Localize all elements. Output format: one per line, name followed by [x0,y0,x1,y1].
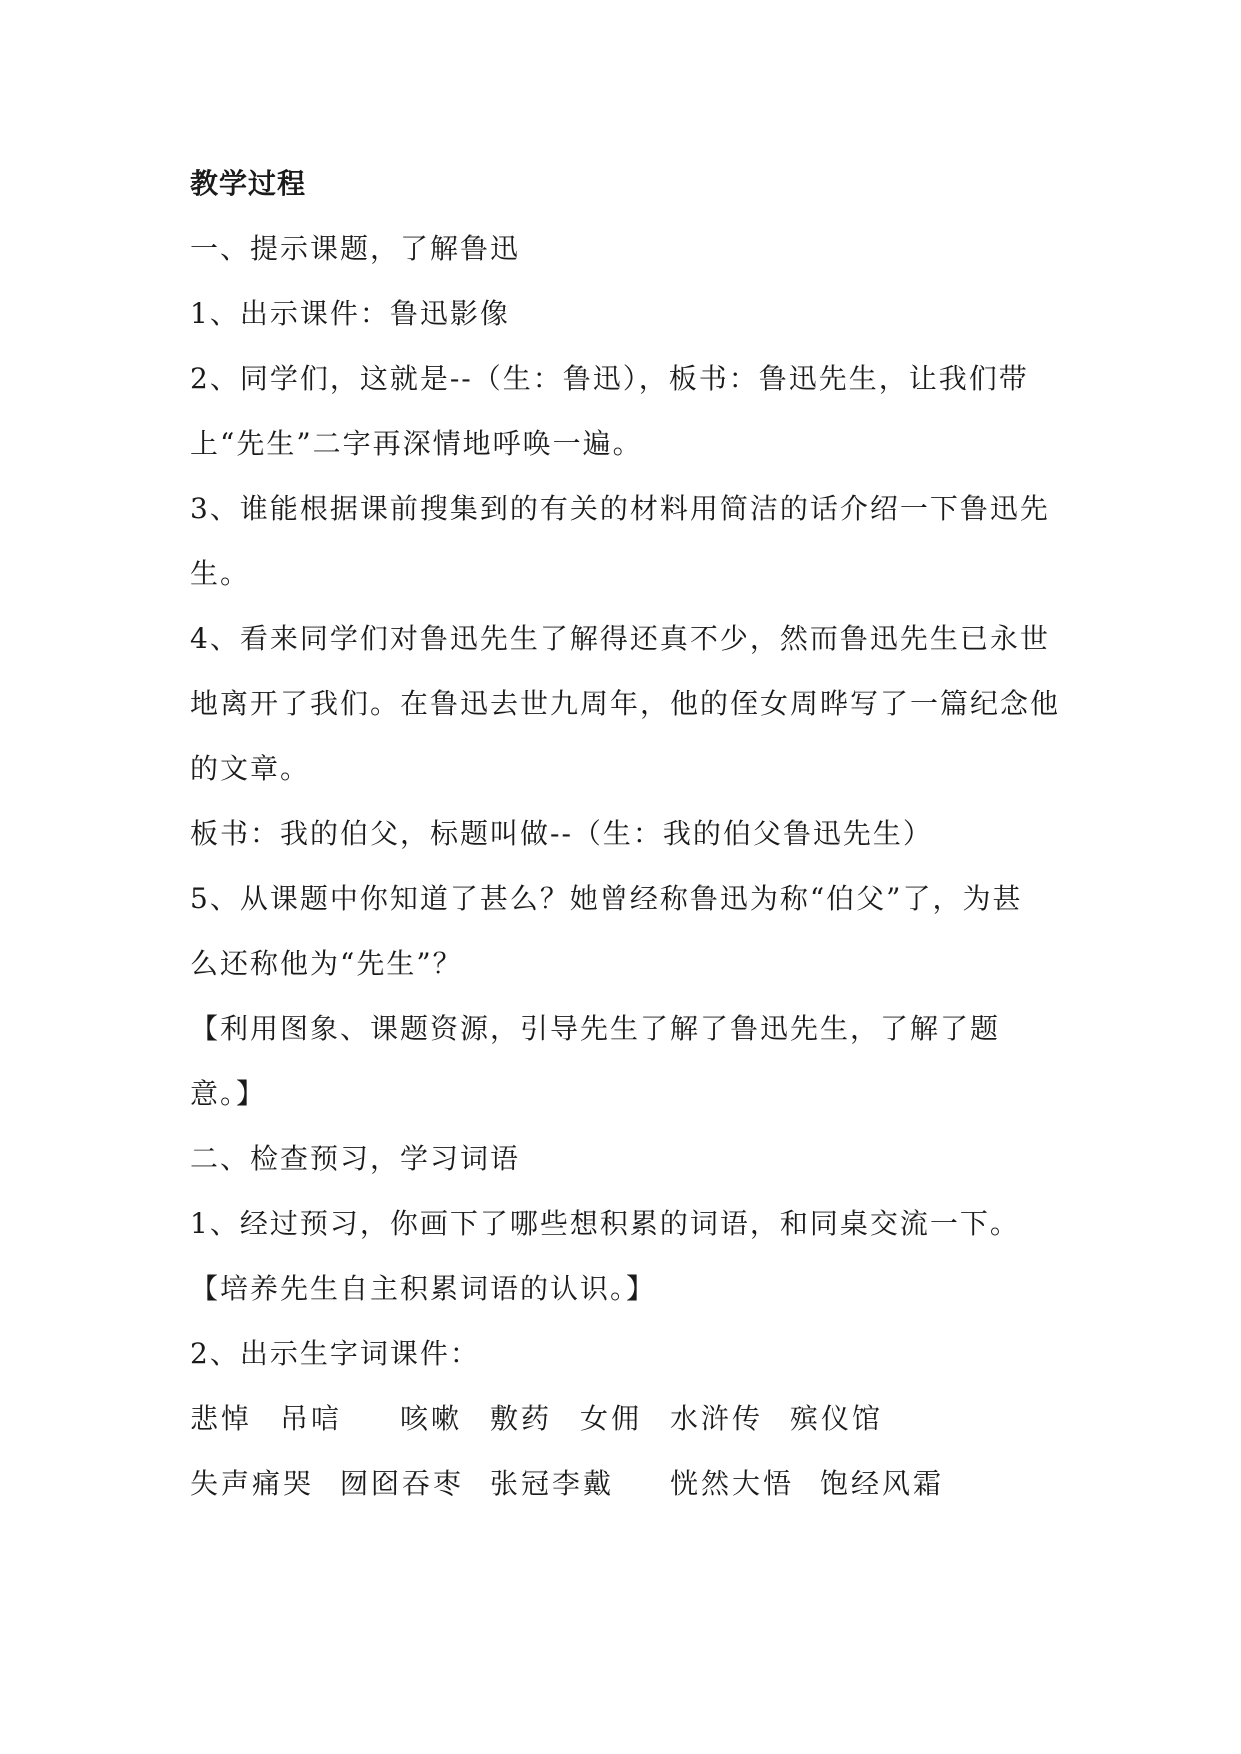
vocab-word: 吊唁 [280,1402,343,1435]
section-heading-2: 二、检查预习，学习词语 [190,1142,521,1175]
paragraph-line: 2、同学们，这就是--（生：鲁迅），板书：鲁迅先生，让我们带 [190,362,1029,395]
vocab-word: 恍然大悟 [670,1467,795,1500]
vocab-word: 失声痛哭 [190,1467,315,1500]
paragraph-line: 的文章。 [190,752,311,785]
paragraph-line: 地离开了我们。在鲁迅去世九周年，他的侄女周晔写了一篇纪念他 [190,687,1061,720]
vocab-word: 悲悼 [190,1402,253,1435]
paragraph-line: 4、看来同学们对鲁迅先生了解得还真不少，然而鲁迅先生已永世 [190,622,1050,655]
teaching-note: 意。】 [190,1077,267,1110]
paragraph-line: 1、经过预习，你画下了哪些想积累的词语，和同桌交流一下。 [190,1207,1020,1240]
teaching-note: 【培养先生自主积累词语的认识。】 [190,1272,657,1305]
vocab-word: 囫囵吞枣 [340,1467,465,1500]
paragraph-line: 3、谁能根据课前搜集到的有关的材料用简洁的话介绍一下鲁迅先 [190,492,1050,525]
vocab-word: 张冠李戴 [490,1467,615,1500]
vocab-word: 水浒传 [670,1402,764,1435]
vocab-word: 饱经风霜 [820,1467,945,1500]
vocab-word: 咳嗽 [400,1402,463,1435]
paragraph-line: 5、从课题中你知道了甚么？她曾经称鲁迅为称“伯父”了，为甚 [190,882,1023,915]
paragraph-line: 上“先生”二字再深情地呼唤一遍。 [190,427,643,460]
vocab-word: 女佣 [580,1402,643,1435]
paragraph-line: 么还称他为“先生”？ [190,947,463,980]
section-heading-1: 一、提示课题，了解鲁迅 [190,232,521,265]
paragraph-line: 板书：我的伯父，标题叫做--（生：我的伯父鲁迅先生） [190,817,933,850]
teaching-note: 【利用图象、课题资源，引导先生了解了鲁迅先生，了解了题 [190,1012,1001,1045]
paragraph-line: 生。 [190,557,251,590]
page-title: 教学过程 [190,167,307,200]
paragraph-line: 1、出示课件：鲁迅影像 [190,297,510,330]
vocab-word: 敷药 [490,1402,553,1435]
vocab-word: 殡仪馆 [790,1402,884,1435]
paragraph-line: 2、出示生字词课件： [190,1337,480,1370]
